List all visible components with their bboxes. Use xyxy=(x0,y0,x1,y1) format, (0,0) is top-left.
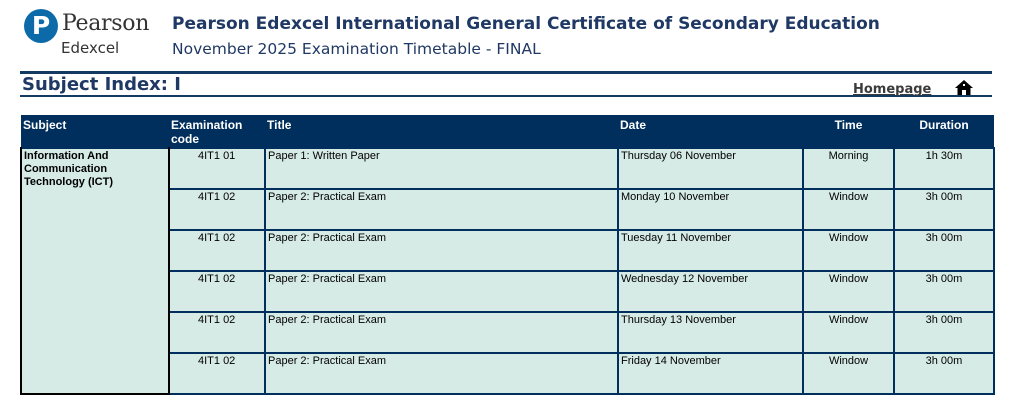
time-cell: Window xyxy=(803,353,894,394)
column-header-subject: Subject xyxy=(21,115,169,148)
pearson-logo xyxy=(22,6,150,62)
home-icon[interactable] xyxy=(955,80,973,95)
brand-name: Pearson xyxy=(62,11,150,36)
exam-code-cell: 4IT1 02 xyxy=(169,312,265,353)
title-cell: Paper 2: Practical Exam xyxy=(265,230,618,271)
time-cell: Window xyxy=(803,189,894,230)
date-cell: Monday 10 November xyxy=(618,189,803,230)
date-cell: Thursday 06 November xyxy=(618,148,803,189)
table-header-row xyxy=(21,115,994,148)
exam-code-cell: 4IT1 02 xyxy=(169,230,265,271)
column-header-date: Date xyxy=(618,115,803,148)
time-cell: Morning xyxy=(803,148,894,189)
title-cell: Paper 1: Written Paper xyxy=(265,148,618,189)
date-cell: Friday 14 November xyxy=(618,353,803,394)
duration-cell: 1h 30m xyxy=(894,148,994,189)
column-header-duration: Duration xyxy=(894,115,994,148)
timetable xyxy=(20,115,995,395)
title-cell: Paper 2: Practical Exam xyxy=(265,189,618,230)
title-cell: Paper 2: Practical Exam xyxy=(265,271,618,312)
homepage-link[interactable]: Homepage xyxy=(853,82,932,97)
column-header-title: Title xyxy=(265,115,618,148)
pearson-logo-icon: P xyxy=(24,9,58,43)
time-cell: Window xyxy=(803,230,894,271)
document-subtitle: November 2025 Examination Timetable - FINAL xyxy=(172,40,541,58)
duration-cell: 3h 00m xyxy=(894,189,994,230)
duration-cell: 3h 00m xyxy=(894,353,994,394)
exam-code-cell: 4IT1 02 xyxy=(169,353,265,394)
subject-cell: Information And Communication Technology (ICT) xyxy=(21,148,169,394)
duration-cell: 3h 00m xyxy=(894,271,994,312)
section-title: Subject Index: I xyxy=(22,74,181,95)
document-title: Pearson Edexcel International General Certificate of Secondary Education xyxy=(172,14,880,34)
title-cell: Paper 2: Practical Exam xyxy=(265,353,618,394)
column-header-time: Time xyxy=(803,115,894,148)
duration-cell: 3h 00m xyxy=(894,230,994,271)
exam-code-cell: 4IT1 01 xyxy=(169,148,265,189)
time-cell: Window xyxy=(803,312,894,353)
exam-code-cell: 4IT1 02 xyxy=(169,271,265,312)
date-cell: Wednesday 12 November xyxy=(618,271,803,312)
brand-sub: Edexcel xyxy=(61,39,120,57)
date-cell: Thursday 13 November xyxy=(618,312,803,353)
table-row xyxy=(21,148,994,189)
exam-code-cell: 4IT1 02 xyxy=(169,189,265,230)
column-header-code: Examination code xyxy=(169,115,265,148)
duration-cell: 3h 00m xyxy=(894,312,994,353)
date-cell: Tuesday 11 November xyxy=(618,230,803,271)
time-cell: Window xyxy=(803,271,894,312)
title-cell: Paper 2: Practical Exam xyxy=(265,312,618,353)
section-rule-bottom xyxy=(20,95,992,97)
